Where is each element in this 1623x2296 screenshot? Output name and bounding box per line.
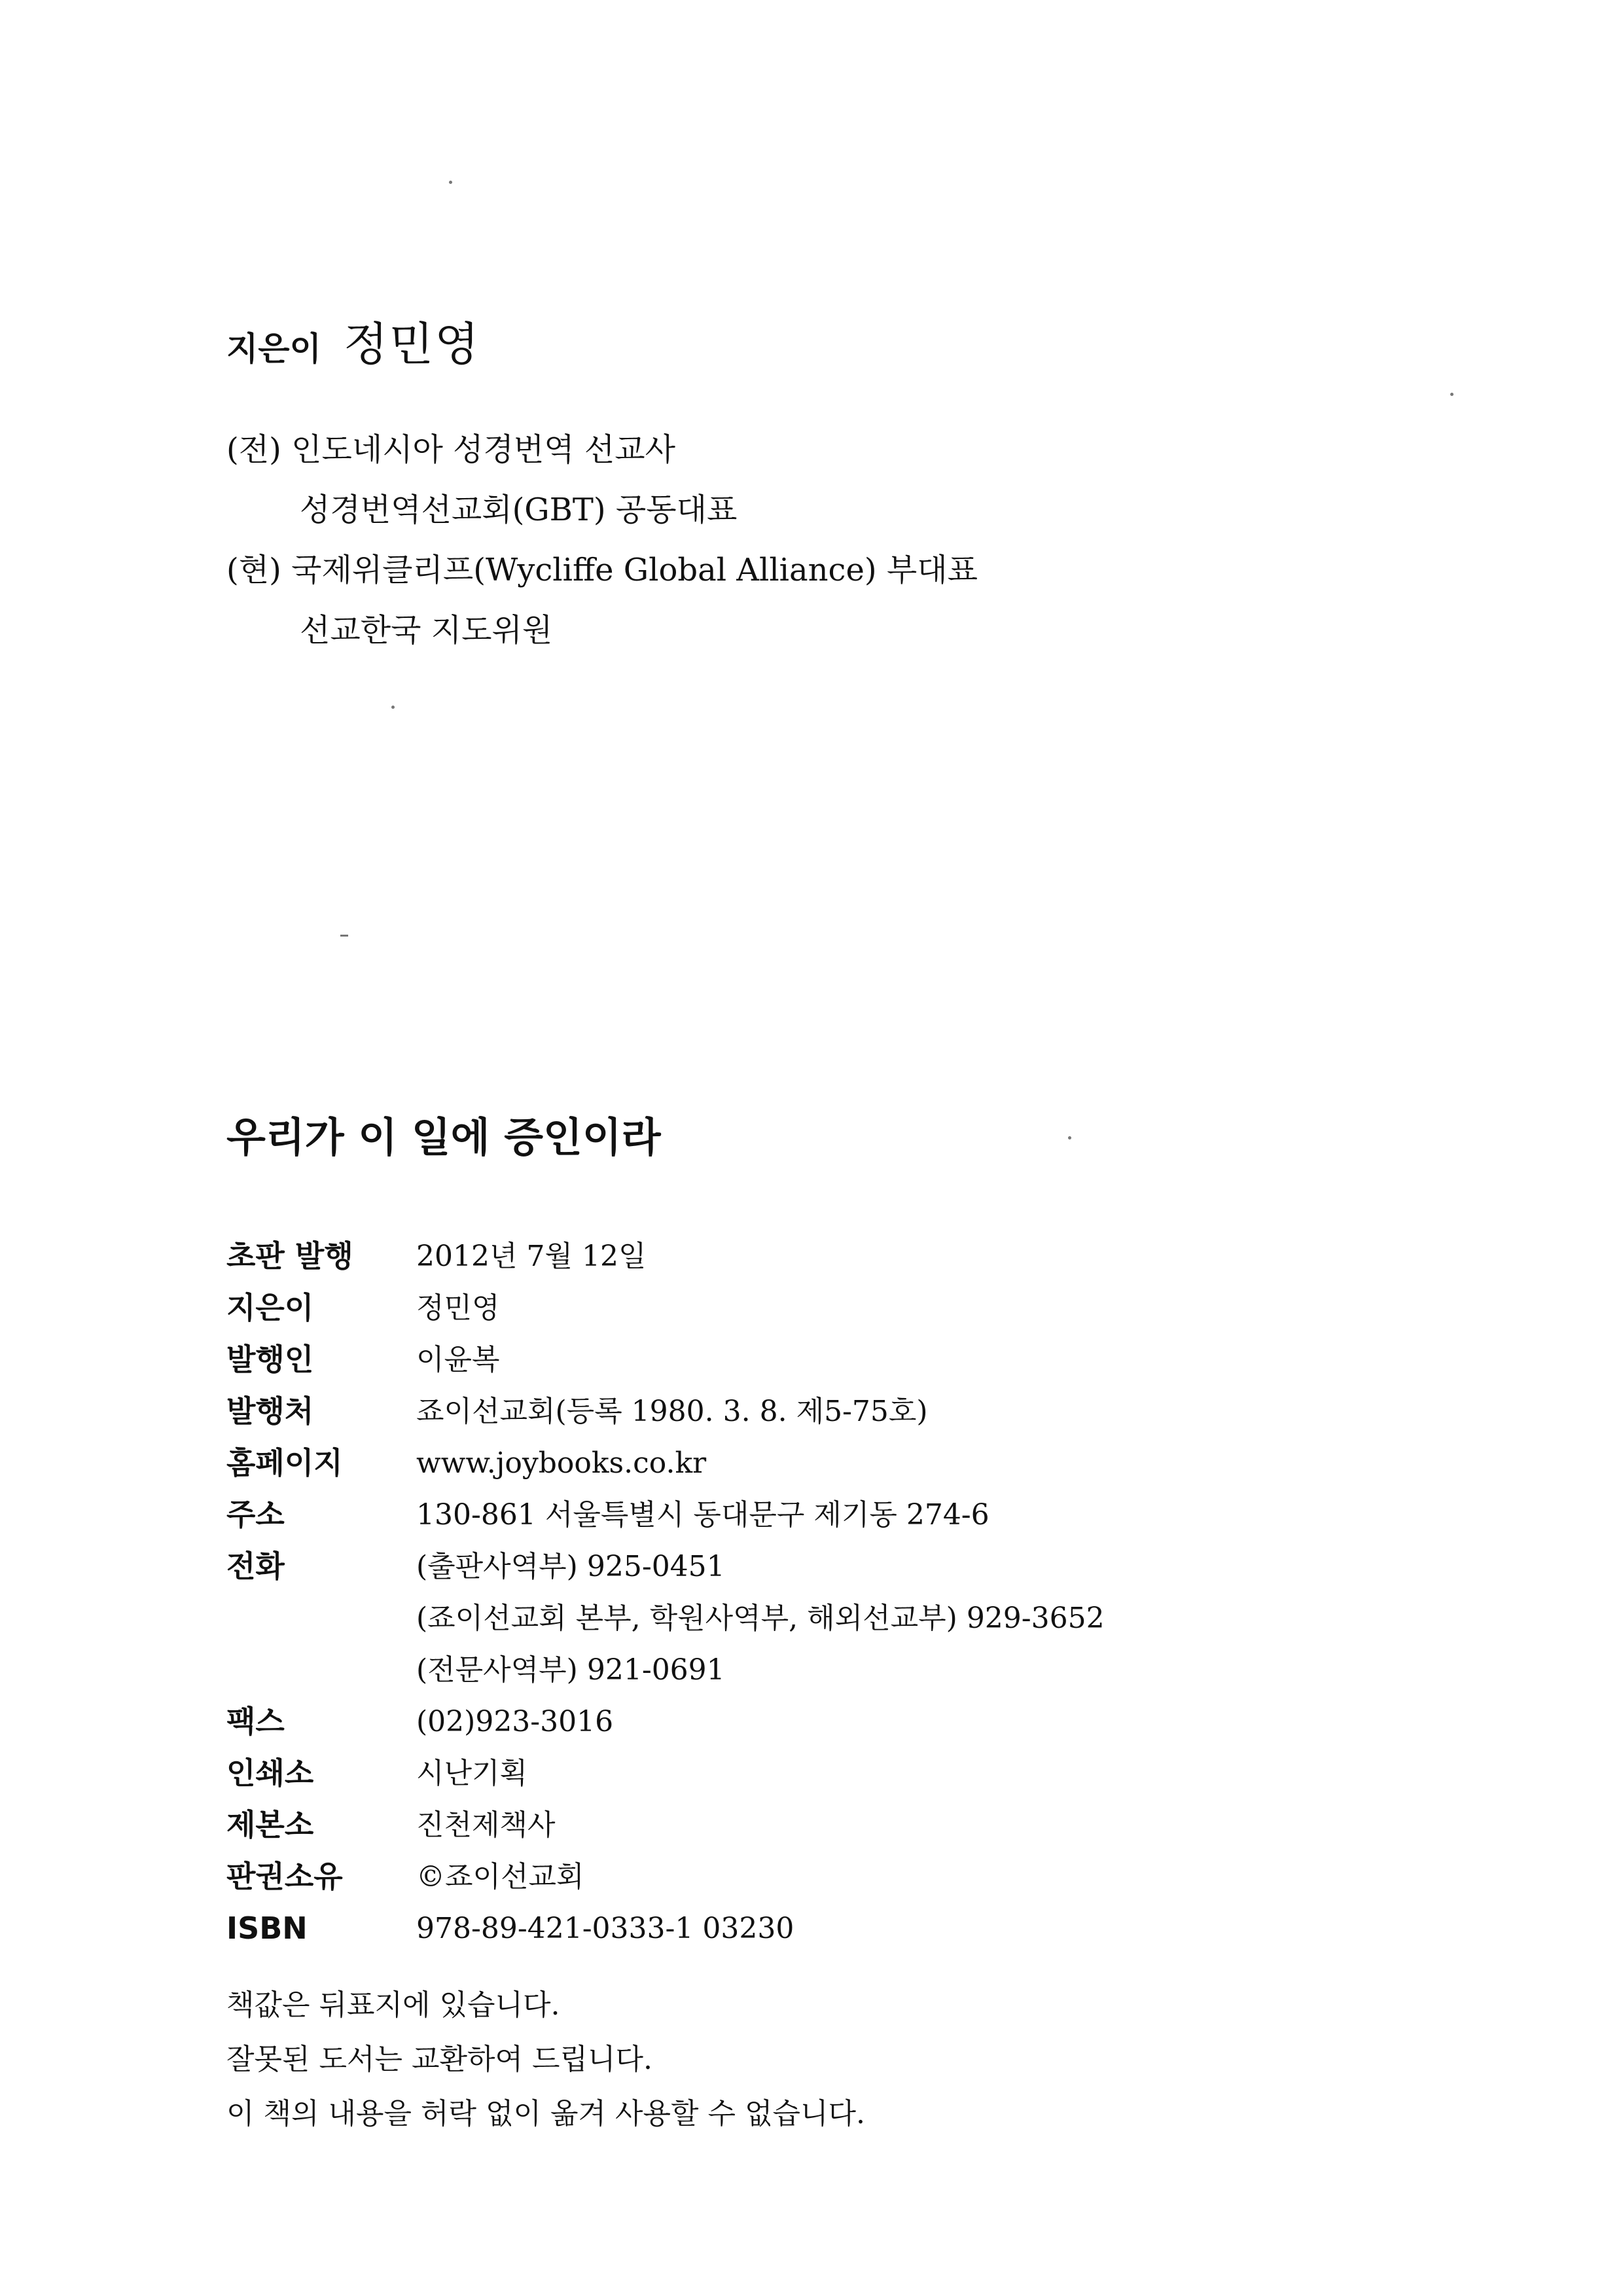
colophon-values (416, 1437, 1503, 1489)
colophon-label: 주소 (226, 1497, 285, 1532)
colophon-row (226, 1541, 1503, 1696)
colophon-values (416, 1851, 1503, 1903)
colophon-values (416, 1696, 1503, 1748)
colophon-value: 978-89-421-0333-1 03230 (416, 1912, 794, 1945)
colophon-value: www.joybooks.co.kr (416, 1446, 707, 1480)
bio-line: (전) 인도네시아 성경번역 선교사 (226, 431, 676, 468)
colophon-row (226, 1386, 1503, 1437)
colophon-value: (출판사역부) 925-0451 (416, 1550, 725, 1583)
colophon-values (416, 1230, 1503, 1282)
colophon-values (416, 1799, 1503, 1851)
colophon-row (226, 1489, 1503, 1541)
colophon-label: 발행인 (226, 1342, 314, 1377)
author-section (226, 308, 1470, 660)
author-name: 정민영 (343, 317, 480, 371)
colophon-value: 2012년 7월 12일 (416, 1240, 647, 1273)
colophon-values (416, 1386, 1503, 1437)
colophon-label: 제본소 (226, 1807, 314, 1842)
colophon-value: 이윤복 (416, 1343, 500, 1376)
bio-line: (현) 국제위클리프(Wycliffe Global Alliance) 부대표 (226, 552, 978, 588)
colophon-row (226, 1282, 1503, 1334)
colophon-label: 팩스 (226, 1704, 285, 1739)
note-line: 잘못된 도서는 교환하여 드립니다. (226, 2043, 652, 2076)
colophon-row (226, 1696, 1503, 1748)
colophon-row (226, 1851, 1503, 1903)
author-bio (226, 420, 1470, 660)
colophon-value: 정민영 (416, 1291, 500, 1325)
colophon-value: (02)923-3016 (416, 1705, 614, 1738)
colophon-value: 130-861 서울특별시 동대문구 제기동 274-6 (416, 1498, 990, 1532)
book-title: 우리가 이 일에 증인이라 (226, 1113, 661, 1161)
scan-speck (449, 181, 452, 184)
colophon (226, 1230, 1503, 1954)
colophon-row (226, 1334, 1503, 1386)
colophon-label: 초판 발행 (226, 1238, 353, 1274)
colophon-label: 발행처 (226, 1393, 314, 1429)
colophon-values (416, 1334, 1503, 1386)
author-heading (226, 308, 1470, 374)
colophon-label: 지은이 (226, 1290, 314, 1325)
colophon-label: ISBN (226, 1910, 308, 1946)
colophon-values (416, 1282, 1503, 1334)
colophon-value: 진천제책사 (416, 1808, 556, 1842)
note-line: 이 책의 내용을 허락 없이 옮겨 사용할 수 없습니다. (226, 2097, 865, 2130)
colophon-label: 인쇄소 (226, 1755, 314, 1791)
colophon-value: (죠이선교회 본부, 학원사역부, 해외선교부) 929-3652 (416, 1602, 1105, 1635)
colophon-values (416, 1903, 1503, 1954)
author-label: 지은이 (226, 330, 321, 368)
colophon-value: ©죠이선교회 (416, 1860, 584, 1893)
bio-line: 성경번역선교회(GBT) 공동대표 (300, 492, 738, 528)
colophon-label: 전화 (226, 1549, 285, 1584)
colophon-row (226, 1230, 1503, 1282)
colophon-value: (전문사역부) 921-0691 (416, 1653, 725, 1687)
scan-speck (391, 706, 395, 709)
note-line: 책값은 뒤표지에 있습니다. (226, 1988, 560, 2022)
bio-line: 선교한국 지도위원 (300, 612, 553, 649)
colophon-label: 홈페이지 (226, 1445, 343, 1480)
colophon-label: 판권소유 (226, 1859, 343, 1894)
colophon-row (226, 1748, 1503, 1799)
colophon-value: 시난기획 (416, 1757, 528, 1790)
colophon-values (416, 1748, 1503, 1799)
scan-speck (1068, 1136, 1071, 1139)
scan-speck (340, 935, 348, 937)
colophon-row (226, 1903, 1503, 1954)
colophon-values (416, 1489, 1503, 1541)
scan-speck (1450, 393, 1454, 396)
colophon-row (226, 1799, 1503, 1851)
notes (226, 1978, 865, 2141)
colophon-row (226, 1437, 1503, 1489)
colophon-value: 죠이선교회(등록 1980. 3. 8. 제5-75호) (416, 1395, 928, 1428)
colophon-values (416, 1541, 1503, 1696)
